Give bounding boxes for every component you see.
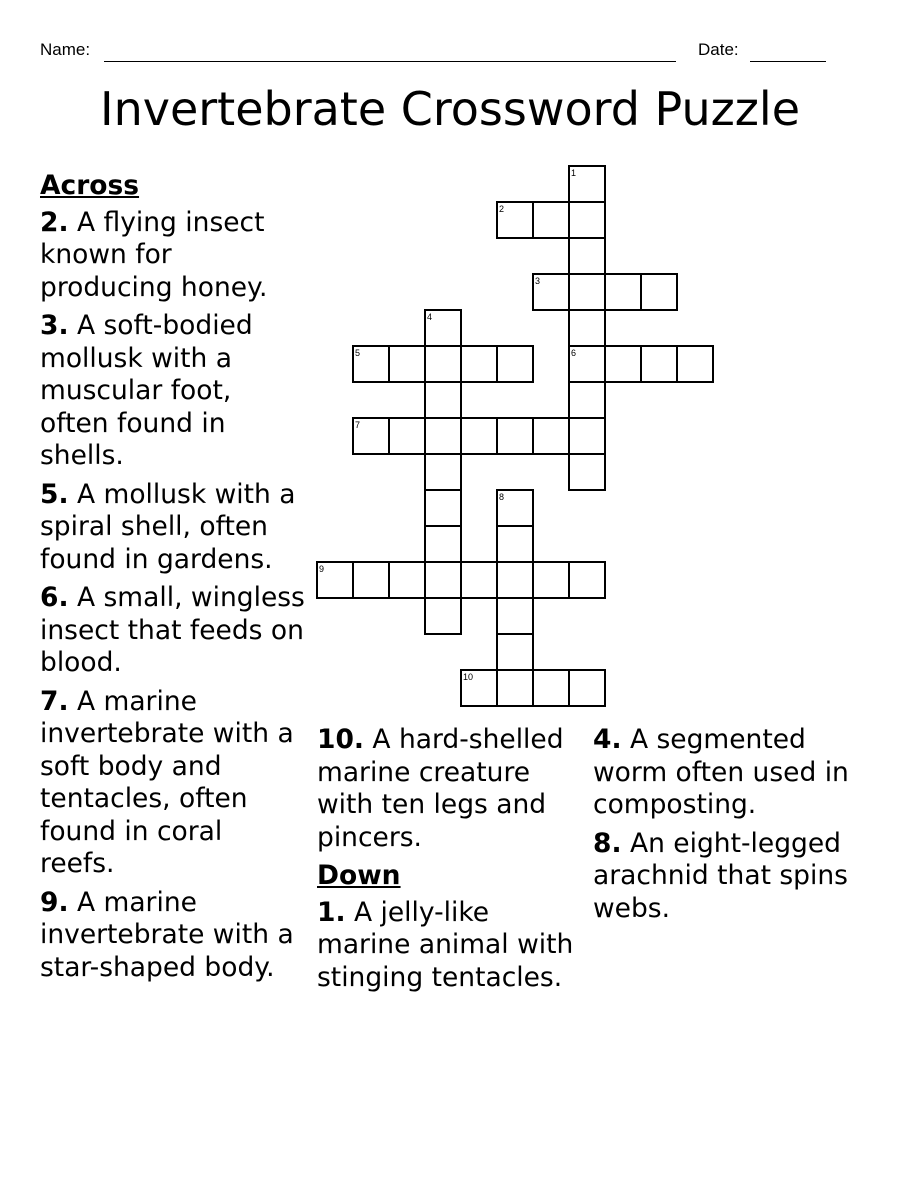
cell-number: 4	[427, 312, 433, 322]
grid-cell[interactable]	[569, 418, 605, 454]
clue-across-6: 6. A small, wingless insect that feeds on blood.	[40, 582, 305, 678]
date-label: Date:	[698, 40, 739, 59]
grid-cell[interactable]	[461, 418, 497, 454]
clue-across-2: 2. A flying insect known for producing honey.	[40, 206, 268, 303]
cell-number: 3	[535, 276, 541, 286]
name-label: Name:	[40, 40, 91, 59]
clue-down-8: 8. An eight-legged arachnid that spins webs.	[593, 827, 848, 924]
grid-cell[interactable]	[533, 670, 569, 706]
grid-cell[interactable]	[605, 274, 641, 310]
cell-number: 1	[571, 168, 577, 178]
clue-across-5: 5. A mollusk with a spiral shell, often found in gardens.	[40, 478, 296, 575]
grid-cell[interactable]	[497, 490, 533, 526]
grid-cell[interactable]	[569, 346, 605, 382]
grid-cell[interactable]	[497, 634, 533, 670]
grid-cell[interactable]	[389, 346, 425, 382]
clue-across-3: 3. A soft-bodied mollusk with a muscular foot, often found in shells.	[40, 310, 253, 471]
down-heading: Down	[317, 860, 401, 891]
clue-across-7: 7. A marine invertebrate with a soft body and tentacles, often found in coral reefs.	[40, 685, 294, 879]
grid-cell[interactable]	[677, 346, 713, 382]
grid-cell[interactable]	[533, 202, 569, 238]
across-clues	[40, 170, 305, 990]
grid-cell[interactable]	[389, 418, 425, 454]
grid-cell[interactable]	[425, 346, 461, 382]
grid-cell[interactable]	[569, 562, 605, 598]
grid-cell[interactable]	[497, 562, 533, 598]
grid-cell[interactable]	[425, 598, 461, 634]
date-field[interactable]	[750, 61, 826, 62]
grid-cell[interactable]	[533, 562, 569, 598]
name-date-line	[40, 40, 830, 64]
grid-cell[interactable]	[569, 202, 605, 238]
grid-cell[interactable]	[353, 418, 389, 454]
grid-cell[interactable]	[461, 562, 497, 598]
grid-cell[interactable]	[497, 346, 533, 382]
middle-clues	[317, 724, 575, 1000]
grid-cell[interactable]	[641, 274, 677, 310]
grid-cell[interactable]	[425, 526, 461, 562]
grid-cell[interactable]	[533, 274, 569, 310]
grid-cell[interactable]	[497, 598, 533, 634]
cell-number: 5	[355, 348, 361, 358]
page-title: Invertebrate Crossword Puzzle	[100, 82, 800, 136]
grid-cell[interactable]	[569, 310, 605, 346]
across-heading: Across	[40, 170, 140, 201]
grid-cell[interactable]	[353, 562, 389, 598]
right-clues	[593, 724, 863, 931]
clue-across-9: 9. A marine invertebrate with a star-shaped body.	[40, 886, 294, 983]
grid-cell[interactable]	[497, 526, 533, 562]
cell-number: 7	[355, 420, 361, 430]
grid-cell[interactable]	[425, 562, 461, 598]
grid-cell[interactable]	[353, 346, 389, 382]
grid-cell[interactable]	[569, 382, 605, 418]
clue-across-10: 10. A hard-shelled marine creature with ten legs and pincers.	[317, 724, 564, 853]
grid-cell[interactable]	[425, 418, 461, 454]
grid-cell[interactable]	[425, 382, 461, 418]
cell-number: 8	[499, 492, 505, 502]
name-field[interactable]	[104, 61, 676, 62]
grid-cell[interactable]	[317, 562, 353, 598]
grid-cell[interactable]	[389, 562, 425, 598]
grid-cell[interactable]	[497, 418, 533, 454]
cell-number: 2	[499, 204, 505, 214]
grid-cell[interactable]	[569, 238, 605, 274]
grid-cell[interactable]	[569, 274, 605, 310]
grid-cell[interactable]	[461, 346, 497, 382]
grid-cell[interactable]	[569, 454, 605, 490]
clue-down-4: 4. A segmented worm often used in composting.	[593, 724, 849, 820]
cell-number: 10	[463, 672, 474, 682]
grid-cell[interactable]	[569, 670, 605, 706]
grid-cell[interactable]	[425, 490, 461, 526]
cell-number: 9	[319, 564, 325, 574]
grid-cell[interactable]	[425, 454, 461, 490]
grid-cell[interactable]	[461, 670, 497, 706]
grid-cell[interactable]	[497, 670, 533, 706]
grid-cell[interactable]	[641, 346, 677, 382]
clue-down-1: 1. A jelly-like marine animal with stinging tentacles.	[317, 896, 574, 993]
grid-cell[interactable]	[497, 202, 533, 238]
grid-cell[interactable]	[425, 310, 461, 346]
cell-number: 6	[571, 348, 577, 358]
grid-cell[interactable]	[569, 166, 605, 202]
grid-cell[interactable]	[605, 346, 641, 382]
grid-cell[interactable]	[533, 418, 569, 454]
